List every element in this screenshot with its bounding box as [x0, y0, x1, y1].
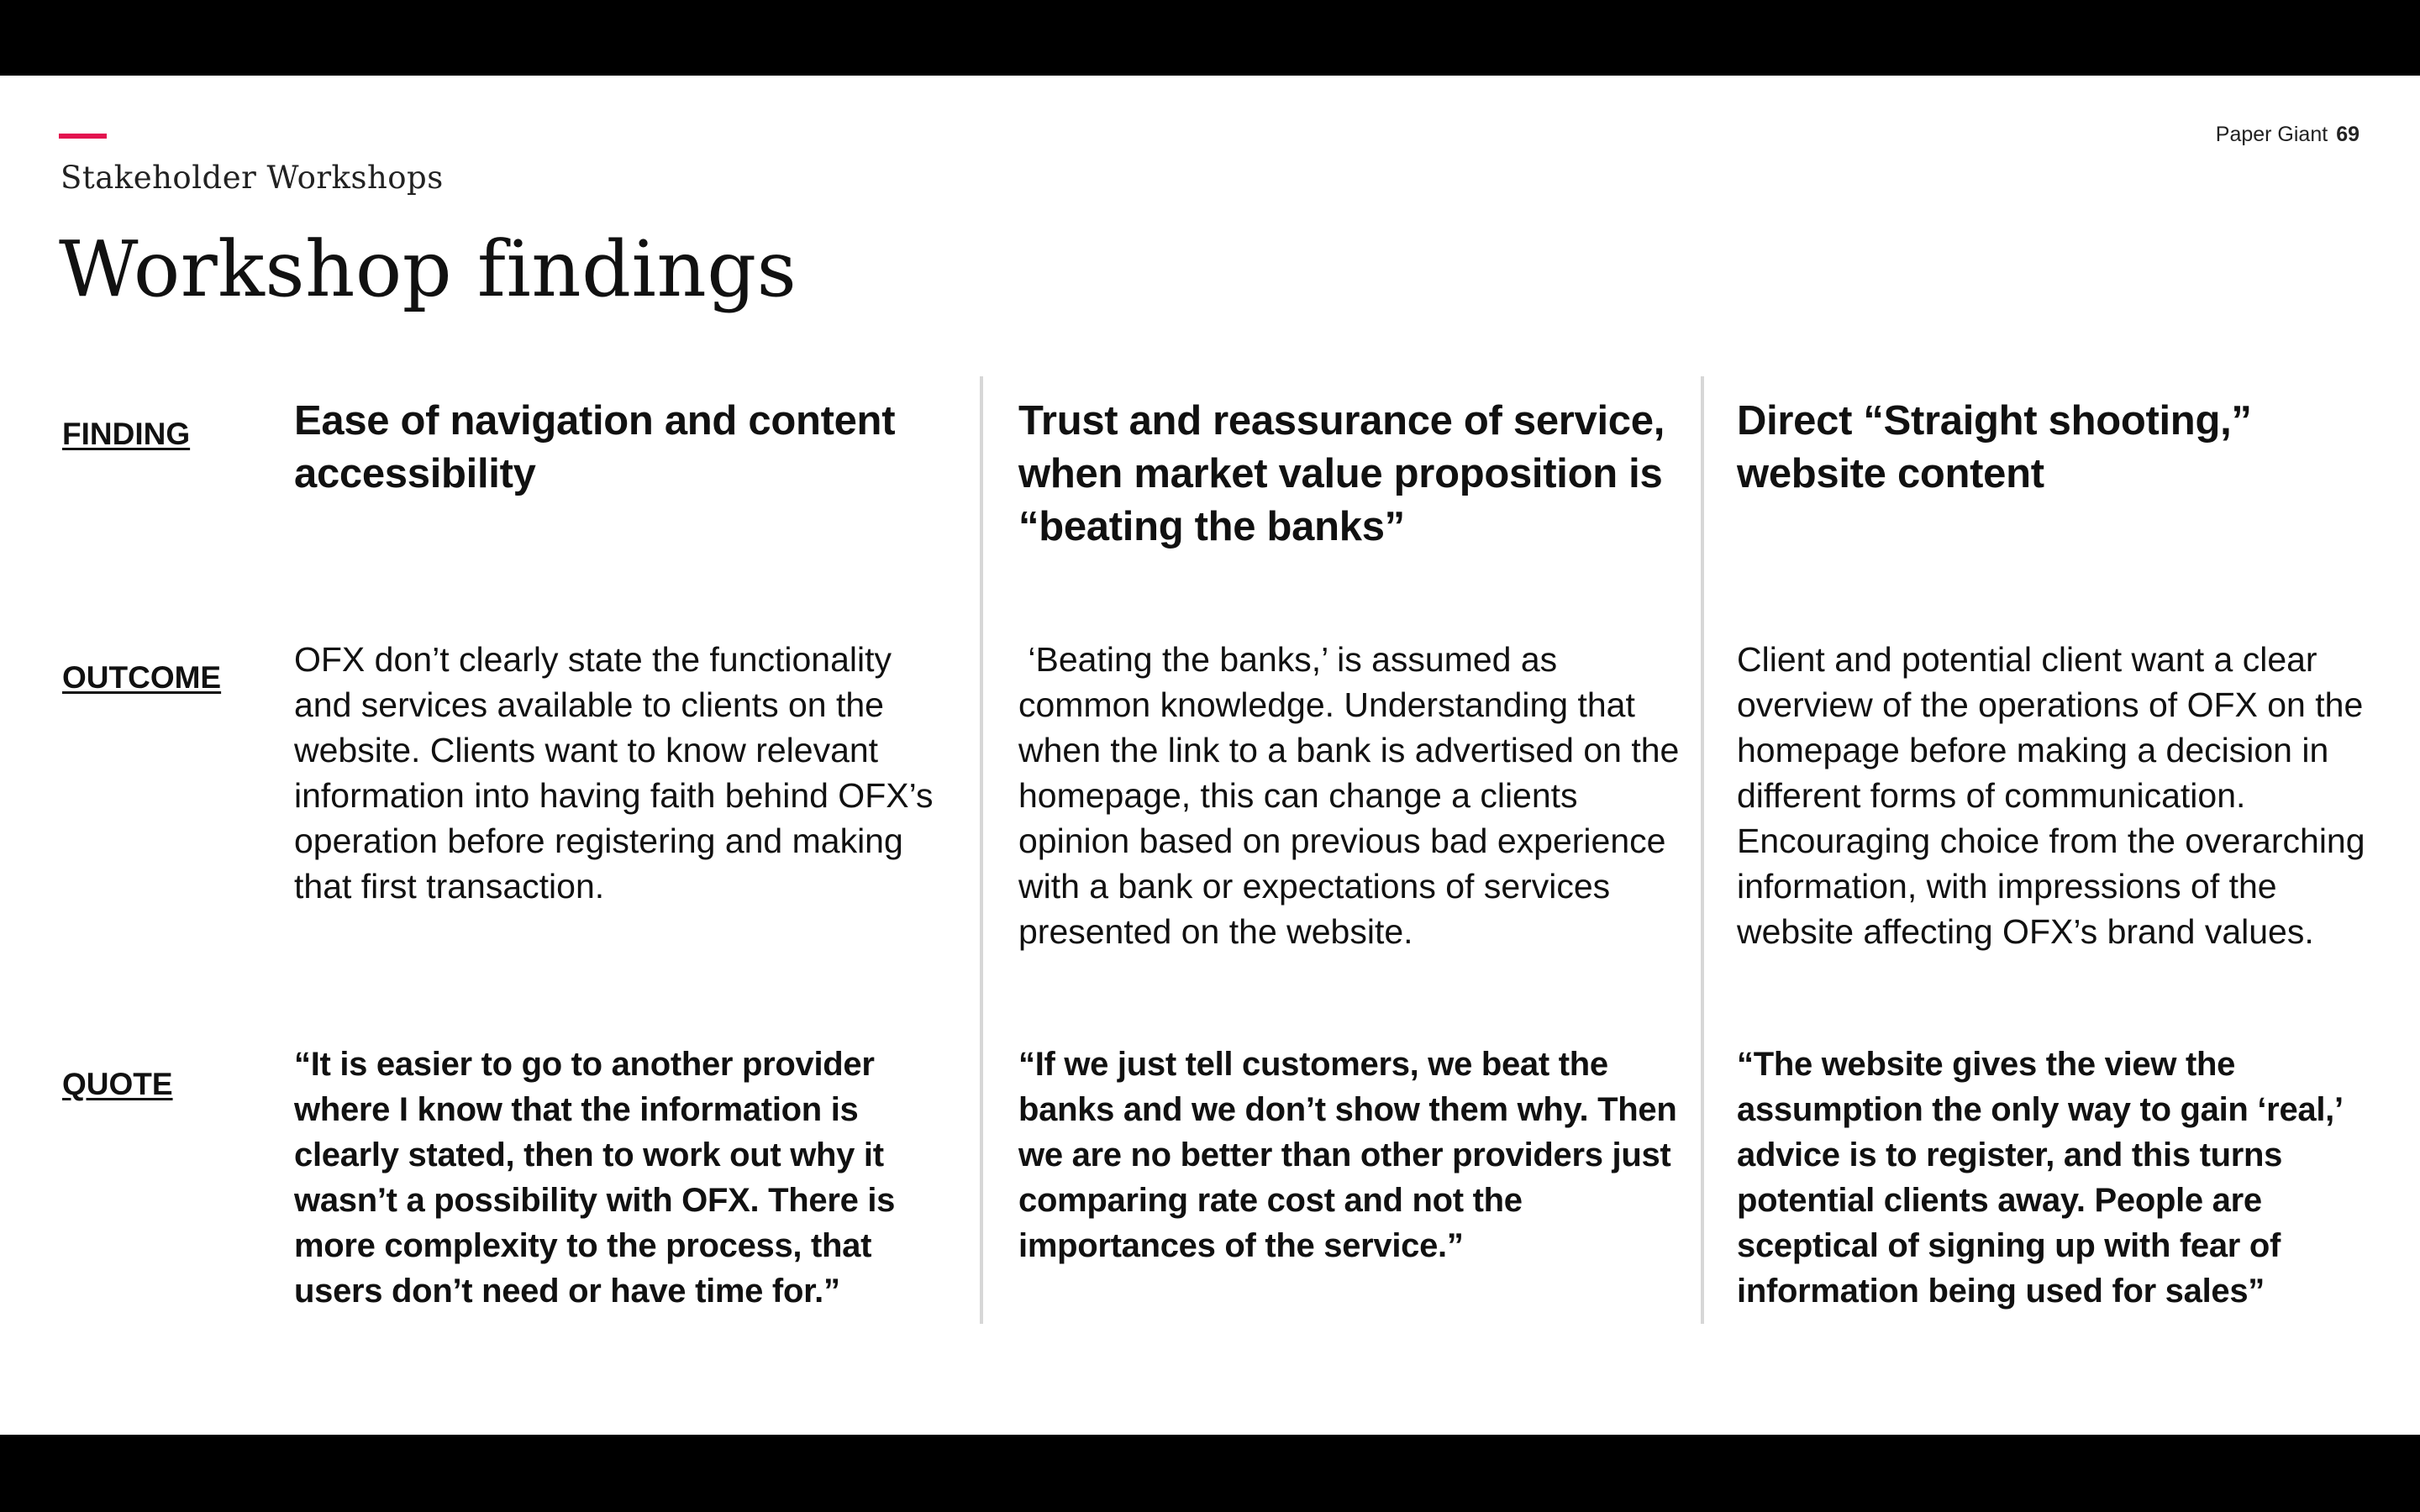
outcome-text: ‘Beating the banks,’ is assumed as common knowledge. Understanding that when the link to a bank is advertised on the homepage, this can change a clients opinion based on previous bad experience with a bank or expectations of services presented on the website. [1018, 640, 1689, 951]
page-meta [2216, 123, 2360, 147]
letterbox-top [0, 0, 2420, 76]
page-title: Workshop findings [59, 224, 797, 314]
section-label: Stakeholder Workshops [60, 160, 444, 196]
finding-label: FINDING [62, 417, 191, 451]
finding-heading: Ease of navigation and content accessibility [294, 398, 896, 496]
quote-text: “The website gives the view the assumption the only way to gain ‘real,’ advice is to register, and this turns potential clients away. People are sceptical of signing up with fear of information being used for sales” [1737, 1046, 2342, 1310]
finding-heading: Trust and reassurance of service, when market value proposition is “beating the banks” [1018, 398, 1665, 549]
column-divider [1701, 376, 1704, 1324]
column-divider [980, 376, 983, 1324]
finding-heading: Direct “Straight shooting,” website content [1737, 398, 2252, 496]
slide [0, 76, 2420, 1435]
letterbox-bottom [0, 1435, 2420, 1512]
brand-name: Paper Giant [2215, 123, 2328, 146]
quote-text: “If we just tell customers, we beat the banks and we don’t show them why. Then we are no better than other providers just comparing rate cost and not the importances of the service.” [1018, 1046, 1677, 1264]
accent-bar [59, 134, 107, 139]
outcome-text: OFX don’t clearly state the functionality and services available to clients on the website. Clients want to know relevant information into having faith behind OFX’s operation before registering and making that first transaction. [294, 640, 934, 906]
quote-label: QUOTE [62, 1067, 173, 1101]
page-number: 69 [2336, 123, 2360, 146]
outcome-text: Client and potential client want a clear overview of the operations of OFX on the homepage before making a decision in different forms of communication. Encouraging choice from the overarching information, with impressions of the website affecting OFX’s brand values. [1737, 640, 2365, 951]
quote-text: “It is easier to go to another provider where I know that the information is clearly stated, then to work out why it wasn’t a possibility with OFX. There is more complexity to the process, that users don’t need or have time for.” [294, 1046, 896, 1310]
outcome-label: OUTCOME [62, 660, 222, 695]
